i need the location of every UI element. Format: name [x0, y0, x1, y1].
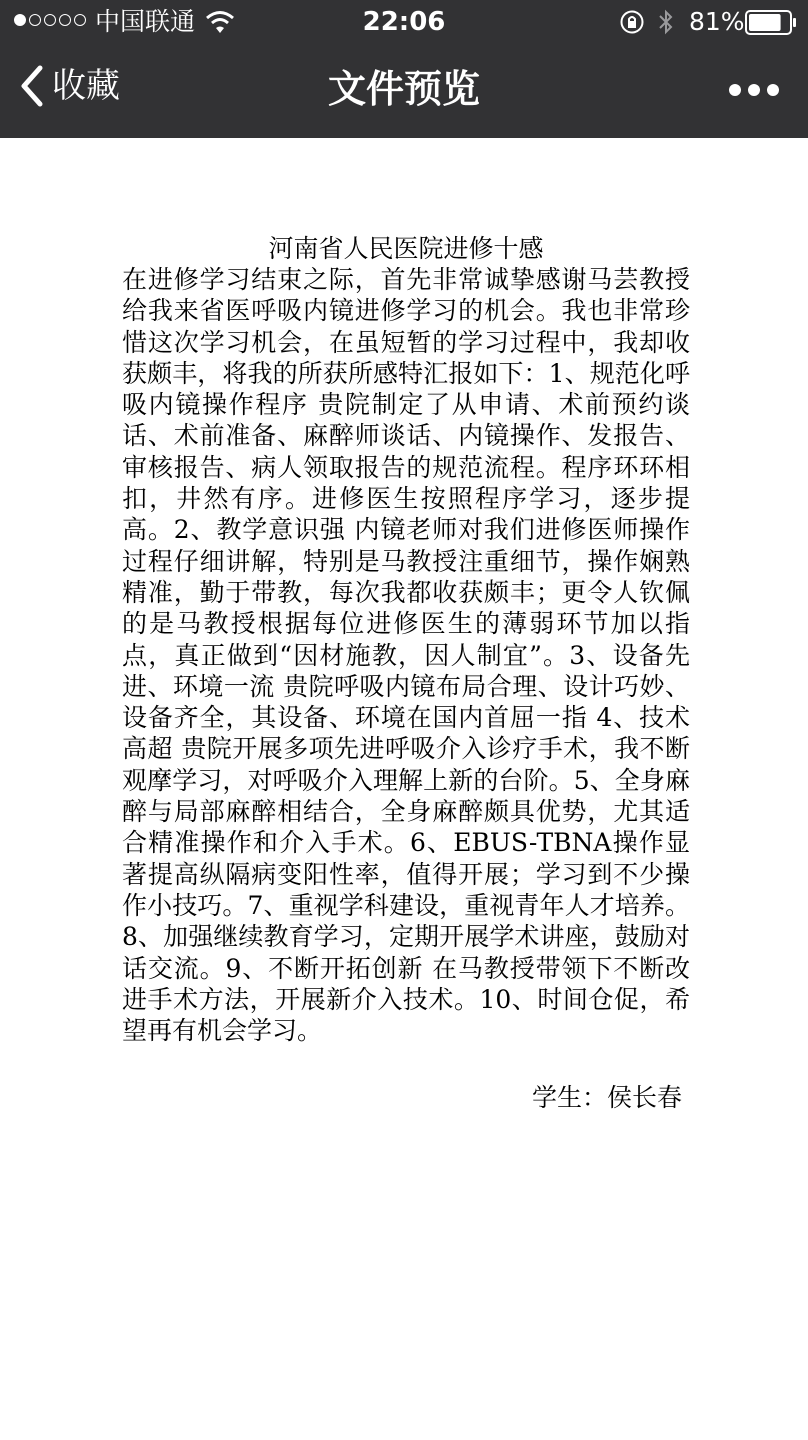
rotation-lock-icon: [619, 9, 645, 35]
carrier-name: 中国联通: [95, 7, 196, 36]
status-bar: [0, 0, 808, 44]
back-label: 收藏: [52, 66, 120, 106]
document-content: [122, 233, 690, 1113]
back-button[interactable]: [18, 64, 120, 108]
bluetooth-icon: [656, 7, 676, 37]
battery-percent: 81%: [689, 7, 745, 36]
more-dots-icon[interactable]: [728, 80, 780, 100]
top-bar: [0, 0, 808, 138]
clock: 22:06: [362, 7, 446, 37]
battery-icon: [745, 10, 797, 35]
chevron-left-icon: [18, 64, 46, 108]
document-body: 在进修学习结束之际，首先非常诚挚感谢马芸教授给我来省医呼吸内镜进修学习的机会。我也非常珍惜这次学习机会，在虽短暂的学习过程中，我却收获颇丰，将我的所获所感特汇报如下：1、规范化呼吸内镜操作程序 贵院制定了从申请、术前预约谈话、术前准备、麻醉师谈话、内镜操作、发报告、审核报告、病人领取报告的规范流程。程序环环相扣，井然有序。进修医生按照程序学习，逐步提高。2、教学意识强 内镜老师对我们进修医师操作过程仔细讲解，特别是马教授注重细节，操作娴熟精准，勤于带教，每次我都收获颇丰；更令人钦佩的是马教授根据每位进修医生的薄弱环节加以指点，真正做到“因材施教，因人制宜”。3、设备先进、环境一流 贵院呼吸内镜布局合理、设计巧妙、设备齐全，其设备、环境在国内首屈一指 4、技术高超 贵院开展多项先进呼吸介入诊疗手术，我不断观摩学习，对呼吸介入理解上新的台阶。5、全身麻醉与局部麻醉相结合，全身麻醉颇具优势，尤其适合精准操作和介入手术。6、EBUS-TBNA操作显著提高纵隔病变阳性率，值得开展；学习到不少操作小技巧。7、重视学科建设，重视青年人才培养。8、加强继续教育学习，定期开展学术讲座，鼓励对话交流。9、不断开拓创新 在马教授带领下不断改进手术方法，开展新介入技术。10、时间仓促，希望再有机会学习。: [122, 265, 690, 1046]
nav-bar: [0, 44, 808, 138]
document-signature: 学生：侯长春: [531, 1083, 682, 1113]
document-title: 河南省人民医院进修十感: [268, 234, 544, 263]
page-title: 文件预览: [327, 67, 480, 111]
